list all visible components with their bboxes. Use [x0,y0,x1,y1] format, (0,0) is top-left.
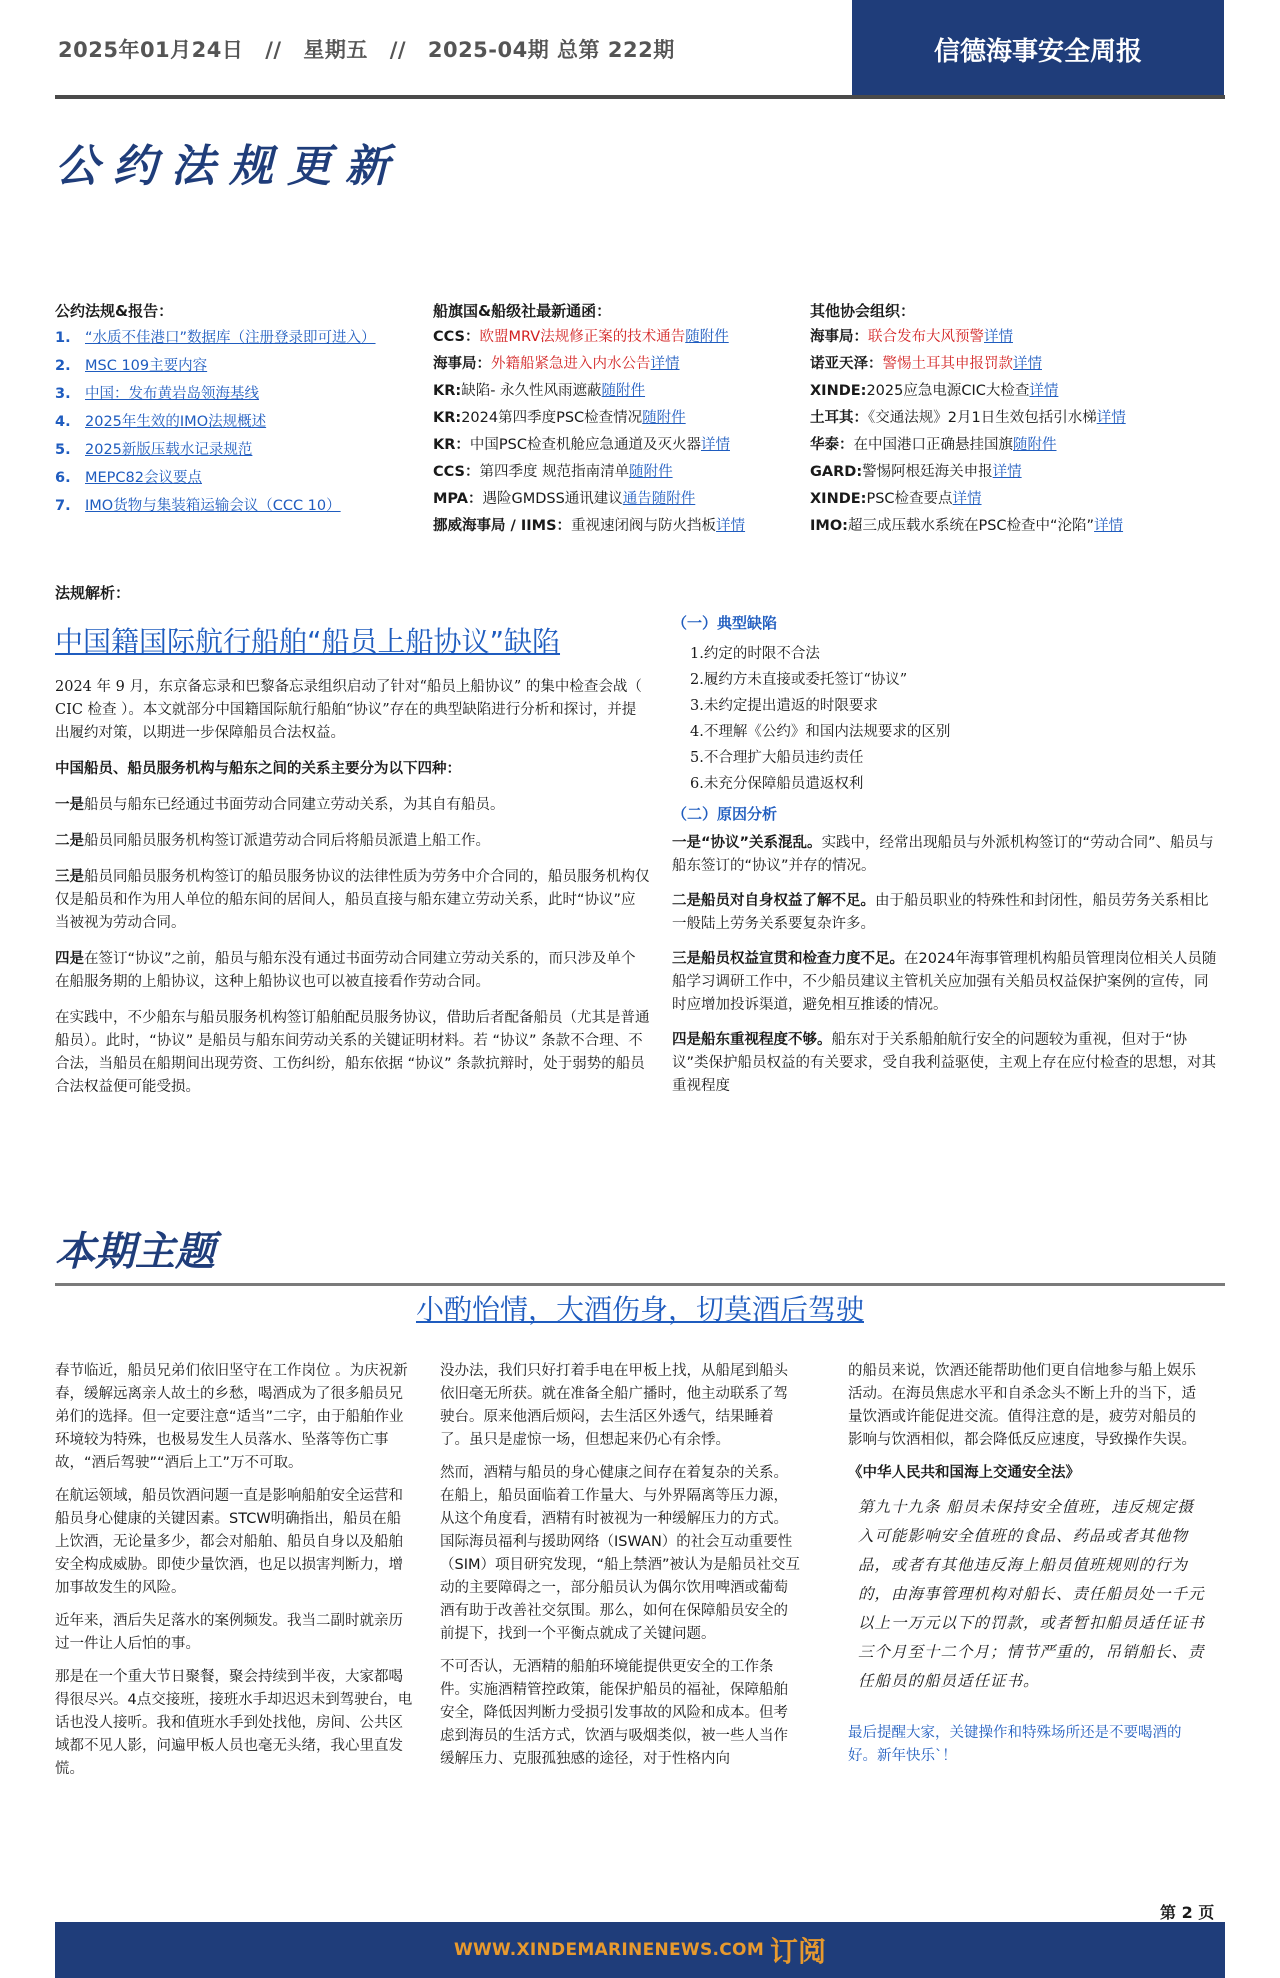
cause-lead: 一是“协议”关系混乱。 [672,835,822,851]
circular-row [810,513,1230,540]
circular-text: 超三成压载水系统在PSC检查中“沦陷” [847,518,1095,534]
cause-lead: 二是船员对自身权益了解不足。 [672,893,875,909]
cause-text: 船东对于关系船舶航行安全的问题较为重视，但对于“协议”类保护船员权益的有关要求，受自我利益驱使，主观上存在应付检查的思想，对其重视程度 [672,1032,1217,1094]
theme-column-3 [848,1360,1208,1778]
relation-text: 在签订“协议”之前，船员与船东没有通过书面劳动合同建立劳动关系的，而只涉及单个在船服务期的上船协议，这种上船协议也可以被直接看作劳动合同。 [55,951,636,990]
regulations-list [55,324,425,520]
law-title: 《中华人民共和国海上交通安全法》 [848,1465,1080,1481]
circular-row [810,459,1230,486]
theme-paragraph: 没办法，我们只好打着手电在甲板上找，从船尾到船头依旧毫无所获。就在准备全船广播时，他主动联系了驾驶台。原来他酒后烦闷，去生活区外透气，结果睡着了。虽只是虚惊一场，但想起来仍心有余悸。 [440,1363,788,1448]
detail-link[interactable]: 详情 [952,491,982,507]
analysis-left-column [55,676,650,1112]
cause-paragraph [672,948,1217,1017]
closing-note: 最后提醒大家，关键操作和特殊场所还是不要喝酒的好。新年快乐`！ [848,1725,1182,1764]
section-title: 公约法规更新 [55,141,403,192]
issue-number: 2025-04期 总第 222期 [427,38,675,62]
theme-rule [55,1283,1225,1286]
column-heading: 船旗国&船级社最新通函： [433,302,612,320]
regulation-link[interactable]: IMO货物与集装箱运输会议（CCC 10） [85,498,341,514]
relation-paragraph [55,866,650,935]
cause-lead: 三是船员权益宣贯和检查力度不足。 [672,951,904,967]
relation-paragraph [55,794,650,817]
theme-headline [0,1288,1280,1328]
item-number: 5. [55,442,71,458]
issue-weekday: 星期五 [303,38,368,62]
circular-row [810,486,1230,513]
theme-paragraph: 然而，酒精与船员的身心健康之间存在着复杂的关系。在船上，船员面临着工作量大、与外界隔离等压力源，从这个角度看，酒精有时被视为一种缓解压力的方式。国际海员福利与援助网络（ISWAN）的社会互动重要性（SIM）项目研究发现，“船上禁酒”被认为是船员社交互动的主要障碍之一，部分船员认为偶尔饮用啤酒或葡萄酒有助于改善社交氛围。那么，如何在保障船员安全的前提下，找到一个平衡点就成了关键问题。 [440,1465,801,1642]
practice-paragraph: 在实践中，不少船东与船员服务机构签订船舶配员服务协议，借助后者配备船员（尤其是普通船员）。此时，“协议” 是船员与船东间劳动关系的关键证明材料。若 “协议” 条款不合理、不合法，当船员在船期间出现劳资、工伤纠纷，船东依据 “协议” 条款抗辩时，处于弱势的船员合法权益便可能受损。 [55,1010,650,1095]
intro-paragraph: 2024 年 9 月，东京备忘录和巴黎备忘录组织启动了针对“船员上船协议” 的集中检查会战（ CIC 检查 ）。本文就部分中国籍国际航行船舶“协议”存在的典型缺陷进行分析和探讨，并提出履约对策，以期进一步保障船员合法权益。 [55,679,642,741]
theme-title: 本期主题 [55,1229,215,1275]
list-item [55,436,425,464]
circular-text: 警惕阿根廷海关申报 [862,464,993,480]
website-link[interactable]: WWW.XINDEMARINENEWS.COM [453,1940,765,1960]
detail-link[interactable]: 详情 [992,464,1022,480]
defects-heading: （一）典型缺陷 [672,614,778,632]
detail-link[interactable]: 随附件 [601,383,646,399]
defect-item: 5.不合理扩大船员违约责任 [690,750,864,766]
relation-text: 船员同船员服务机构签订的船员服务协议的法律性质为劳务中介合同的，船员服务机构仅仅是船员和作为用人单位的船东间的居间人，船员直接与船东建立劳动关系，此时“协议”应当被视为劳动合同。 [55,869,650,931]
circular-text: 《交通法规》2月1日生效包括引水梯 [868,410,1097,426]
flag-class-column [433,298,813,540]
circular-text: 重视速闭阀与防火挡板 [571,518,717,534]
footer-bar [55,1922,1225,1978]
item-number: 7. [55,498,71,514]
regulation-link[interactable]: 2025新版压载水记录规范 [85,442,253,458]
circular-text: 在中国港口正确悬挂国旗 [853,437,1013,453]
org-name: 挪威海事局 / IIMS： [433,518,572,534]
org-name: IMO: [810,518,848,534]
org-name: 土耳其： [810,410,868,426]
separator: // [265,38,282,62]
regulations-column [55,298,425,520]
theme-column-1 [55,1360,415,1791]
cause-text: 实践中，经常出现船员与外派机构签订的“劳动合同”、船员与船东签订的“协议”并存的情况。 [672,835,1214,874]
defect-item: 3.未约定提出遣返的时限要求 [690,698,878,714]
item-number: 3. [55,386,71,402]
defect-item: 2.履约方未直接或委托签订“协议” [690,672,908,688]
circulars-list [433,324,813,540]
circular-row [433,405,813,432]
defects-list [672,641,1217,797]
detail-link[interactable]: 详情 [1029,383,1059,399]
org-name: XINDE: [810,383,867,399]
cause-lead: 四是船东重视程度不够。 [672,1032,832,1048]
circular-row [810,324,1230,351]
regulation-link[interactable]: 中国：发布黄岩岛领海基线 [85,386,259,402]
defect-item: 1.约定的时限不合法 [690,646,820,662]
circular-row [810,405,1230,432]
subscribe-link[interactable]: 订阅 [770,1935,827,1968]
detail-link[interactable]: 随附件 [629,464,673,480]
issue-info [58,34,689,64]
defect-item: 4.不理解《公约》和国内法规要求的区别 [690,724,951,740]
regulation-link[interactable]: “水质不佳港口”数据库（注册登录即可进入） [85,330,376,346]
regulation-link[interactable]: 2025年生效的IMO法规概述 [85,414,267,430]
theme-column-2 [440,1360,800,1781]
detail-link[interactable]: 随附件 [685,329,729,345]
circular-row [433,459,813,486]
circular-row [810,432,1230,459]
brand-banner: 信德海事安全周报 [852,0,1224,98]
causes-heading: （二）原因分析 [672,805,778,823]
theme-paragraph: 那是在一个重大节日聚餐，聚会持续到半夜，大家都喝得很尽兴。4点交接班，接班水手却迟迟未到驾驶台，电话也没人接听。我和值班水手到处找他，房间、公共区域都不见人影，问遍甲板人员也毫无头绪，我心里直发慌。 [55,1669,413,1777]
list-item [55,352,425,380]
cause-text: 在2024年海事管理机构船员管理岗位相关人员随船学习调研工作中，不少船员建议主管机关应加强有关船员权益保护案例的宣传，同时应增加投诉渠道，避免相互推诿的情况。 [672,951,1217,1013]
org-name: MPA： [433,491,483,507]
circular-text: 中国PSC检查机舱应急通道及灭火器 [469,437,701,453]
detail-link[interactable]: 随附件 [642,410,686,426]
circular-text: 联合发布大风预警 [868,329,984,345]
circular-text: 遇险GMDSS通讯建议 [482,491,623,507]
relation-text: 船员与船东已经通过书面劳动合同建立劳动关系，为其自有船员。 [84,797,505,813]
causes-list [672,832,1217,1098]
cause-paragraph [672,832,1217,878]
list-item [55,324,425,352]
org-name: CCS： [433,464,480,480]
defect-item: 6.未充分保障船员遣返权利 [690,776,864,792]
relation-paragraph [55,948,650,994]
org-name: CCS： [433,329,480,345]
detail-link[interactable]: 详情 [1094,518,1124,534]
relation-lead: 一是 [55,797,84,813]
circular-text: 外籍船紧急进入内水公告 [491,356,651,372]
detail-link[interactable]: 详情 [700,437,730,453]
circular-row [433,378,813,405]
item-number: 6. [55,470,71,486]
item-number: 2. [55,358,71,374]
separator: // [389,38,407,62]
org-name: KR: [433,410,462,426]
relation-lead: 二是 [55,833,84,849]
org-name: GARD: [810,464,863,480]
detail-link[interactable]: 详情 [650,356,680,372]
theme-headline-link[interactable]: 小酌怡情，大酒伤身，切莫酒后驾驶 [415,1293,864,1326]
detail-link[interactable]: 随附件 [1013,437,1057,453]
circular-row [433,324,813,351]
circular-row [433,351,813,378]
detail-link[interactable]: 详情 [1013,356,1042,372]
theme-paragraph: 近年来，酒后失足落水的案例频发。我当二副时就亲历过一件让人后怕的事。 [55,1613,403,1652]
org-name: 海事局： [810,329,868,345]
item-number: 4. [55,414,71,430]
org-name: 海事局： [433,356,491,372]
detail-link[interactable]: 详情 [716,518,746,534]
issue-date: 2025年01月24日 [58,38,244,62]
detail-link[interactable]: 通告随附件 [622,491,696,507]
cause-text: 由于船员职业的特殊性和封闭性，船员劳务关系相比一般陆上劳务关系要复杂许多。 [672,893,1209,932]
relation-lead: 四是 [55,951,84,967]
org-name: KR: [433,383,462,399]
cause-paragraph [672,1029,1217,1098]
circular-row [810,378,1230,405]
article-title-link[interactable]: 中国籍国际航行船舶“船员上船协议”缺陷 [55,625,561,658]
circular-row [433,486,813,513]
circular-row [433,513,813,540]
circular-text: 欧盟MRV法规修正案的技术通告 [479,329,686,345]
circular-text: 警惕土耳其申报罚款 [882,356,1013,372]
org-name: 诺亚天泽： [810,356,883,372]
relations-heading: 中国船员、船员服务机构与船东之间的关系主要分为以下四种： [55,761,461,777]
column-heading: 其他协会组织： [810,302,916,320]
analysis-right-column [672,612,1217,1110]
column-heading: 公约法规&报告： [55,302,174,320]
circular-row [810,351,1230,378]
relation-lead: 三是 [55,869,84,885]
org-name: XINDE: [810,491,867,507]
item-number: 1. [55,330,71,346]
org-name: KR： [433,437,470,453]
header-rule [55,95,1225,99]
theme-paragraph: 在航运领域，船员饮酒问题一直是影响船舶安全运营和船员身心健康的关键因素。STCW明确指出，船员在船上饮酒，无论量多少，都会对船舶、船员自身以及船舶安全构成威胁。即使少量饮酒，也足以损害判断力，增加事故发生的风险。 [55,1488,403,1596]
page-number: 第 2 页 [1160,1903,1215,1922]
list-item [55,464,425,492]
relations-list [55,794,650,994]
circular-row [433,432,813,459]
org-name: 华泰： [810,437,854,453]
list-item [55,492,425,520]
analysis-label: 法规解析： [55,584,131,602]
cause-paragraph [672,890,1217,936]
other-orgs-column [810,298,1230,540]
theme-paragraph: 不可否认，无酒精的船舶环境能提供更安全的工作条件。实施酒精管控政策，能保护船员的福祉，保障船舶安全，降低因判断力受损引发事故的风险和成本。但考虑到海员的生活方式，饮酒与吸烟类似，被一些人当作缓解压力、克服孤独感的途径，对于性格内向 [440,1659,788,1767]
detail-link[interactable]: 详情 [1096,410,1126,426]
law-article: 第九十九条 船员未保持安全值班，违反规定摄入可能影响安全值班的食品、药品或者其他物品，或者有其他违反海上船员值班规则的行为的，由海事管理机构对船长、责任船员处一千元以上一万元以下的罚款，或者暂扣船员适任证书三个月至十二个月；情节严重的，吊销船长、责任船员的船员适任证书。 [858,1498,1205,1690]
circular-text: PSC检查要点 [866,491,953,507]
relation-text: 船员同船员服务机构签订派遣劳动合同后将船员派遣上船工作。 [84,833,490,849]
list-item [55,380,425,408]
orgs-list [810,324,1230,540]
regulation-link[interactable]: MEPC82会议要点 [85,470,202,486]
circular-text: 2025应急电源CIC大检查 [866,383,1030,399]
circular-text: 2024第四季度PSC检查情况 [461,410,643,426]
theme-paragraph: 春节临近，船员兄弟们依旧坚守在工作岗位 。为庆祝新春，缓解远离亲人故土的乡愁，喝酒成为了很多船员兄弟们的选择。但一定要注意“适当”二字，由于船舶作业环境较为特殊，也极易发生人员落水、坠落等伤亡事故，“酒后驾驶”“酒后上工”万不可取。 [55,1363,408,1471]
relation-paragraph [55,830,650,853]
circular-text: 第四季度 规范指南清单 [479,464,630,480]
theme-paragraph: 的船员来说，饮酒还能帮助他们更自信地参与船上娱乐活动。在海员焦虑水平和自杀念头不断上升的当下，适量饮酒或许能促进交流。值得注意的是，疲劳对船员的影响与饮酒相似，都会降低反应速度，导致操作失误。 [848,1363,1196,1448]
circular-text: 缺陷- 永久性风雨遮蔽 [461,383,602,399]
detail-link[interactable]: 详情 [984,329,1013,345]
list-item [55,408,425,436]
regulation-link[interactable]: MSC 109主要内容 [85,358,208,374]
